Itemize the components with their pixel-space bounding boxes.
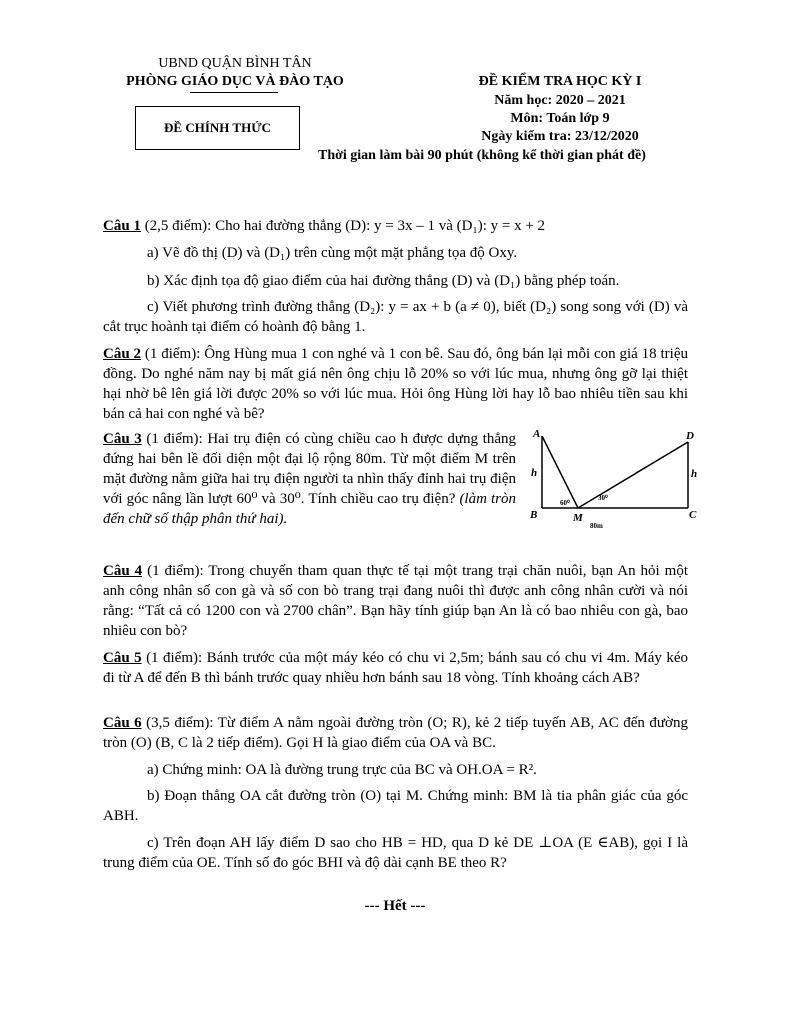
- q5: [103, 648, 688, 688]
- q6-c: c) Trên đoạn AH lấy điểm D sao cho HB = HD, qua D kẻ DE ⊥OA (E ∈AB), gọi I là trung điểm của OE. Tính số đo góc BHI và độ dài cạnh BE theo R?: [103, 835, 688, 871]
- sight-line-left: [542, 436, 578, 508]
- q3: [103, 429, 516, 529]
- q1-intro: [103, 216, 688, 236]
- q6-intro: [103, 713, 688, 753]
- q2-text: (1 điểm): Ông Hùng mua 1 con nghé và 1 con bê. Sau đó, ông bán lại mỗi con giá 18 triệu đồng. Do nghé năm nay bị mất giá nên ông chịu lỗ 20% so với lúc mua, nhưng ông gỡ lại thiệt hại nhờ bê lên giá lời được 20% so với lúc mua. Hỏi ông Hùng lời hay lỗ bao nhiêu tiền sau khi bán cả hai con nghé và bê?: [103, 346, 688, 422]
- q6-label: Câu 6: [103, 715, 142, 731]
- q1-c: c) Viết phương trình đường thẳng (D₂): y = ax + b (a ≠ 0), biết (D₂) song song với (D) và cắt trục hoành tại điểm có hoành độ bằng 1.: [103, 299, 688, 335]
- q1-a: a) Vẽ đồ thị (D) và (D₁) trên cùng một mặt phẳng tọa độ Oxy.: [147, 245, 518, 261]
- label-angle-60: 60⁰: [560, 499, 570, 507]
- label-h-right: h: [691, 468, 698, 480]
- q5-text: (1 điểm): Bánh trước của một máy kéo có chu vi 2,5m; bánh sau có chu vi 4m. Máy kéo đi từ A để đến B thì bánh trước quay nhiều hơn bánh sau 18 vòng. Tính khoảng cách AB?: [103, 650, 688, 686]
- q1-intro-text: (2,5 điểm): Cho hai đường thẳng (D): y = 3x – 1 và (D₁): y = x + 2: [140, 218, 546, 234]
- subject: Môn: Toán lớp 9: [510, 111, 610, 126]
- org-underline: [190, 92, 278, 93]
- q3-figure: [524, 426, 714, 532]
- q1-b: b) Xác định tọa độ giao điểm của hai đường thẳng (D) và (D₁) bằng phép toán.: [147, 273, 620, 289]
- duration: Thời gian làm bài 90 phút (không kể thời gian phát đề): [318, 148, 646, 163]
- q1-label: Câu 1: [103, 218, 141, 234]
- school-year: Năm học: 2020 – 2021: [494, 93, 626, 108]
- exam-date: Ngày kiểm tra: 23/12/2020: [481, 129, 639, 144]
- q6-b: b) Đoạn thẳng OA cắt đường tròn (O) tại M. Chứng minh: BM là tia phân giác của góc ABH.: [103, 788, 688, 824]
- official-box: ĐỀ CHÍNH THỨC: [135, 106, 300, 150]
- label-80m: 80m: [590, 522, 603, 530]
- label-M: M: [573, 512, 583, 524]
- q2: [103, 344, 688, 424]
- org-line2: PHÒNG GIÁO DỤC VÀ ĐÀO TẠO: [126, 74, 344, 89]
- q3-note: (làm tròn đến chữ số thập phân thứ hai).: [103, 491, 517, 527]
- exam-title: ĐỀ KIỂM TRA HỌC KỲ I: [478, 74, 642, 89]
- q5-label: Câu 5: [103, 650, 142, 666]
- q6-a: a) Chứng minh: OA là đường trung trực của BC và OH.OA = R².: [147, 762, 537, 778]
- q3-text: (1 điểm): Hai trụ điện có cùng chiều cao h được dựng thẳng đứng hai bên lề đối diện một đại lộ rộng 80m. Từ một điểm M trên mặt đường nằm giữa hai trụ điện người ta nhìn thấy đỉnh hai trụ điện với góc nâng lần lượt 60⁰ và 30⁰. Tính chiều cao trụ điện?: [103, 431, 516, 507]
- org-line1: UBND QUẬN BÌNH TÂN: [158, 56, 312, 71]
- q3-label: Câu 3: [103, 431, 142, 447]
- end-marker: --- Hết ---: [364, 898, 426, 914]
- q4-label: Câu 4: [103, 563, 143, 579]
- label-C: C: [689, 509, 697, 521]
- label-h-left: h: [531, 467, 538, 479]
- q4: [103, 561, 688, 641]
- label-angle-30: 30⁰: [598, 494, 608, 502]
- q6-intro-text: (3,5 điểm): Từ điểm A nằm ngoài đường tròn (O; R), kẻ 2 tiếp tuyến AB, AC đến đường tròn (O) (B, C là 2 tiếp điểm). Gọi H là giao điểm của OA và BC.: [103, 715, 688, 751]
- label-D: D: [686, 430, 694, 442]
- sight-line-right: [578, 442, 688, 508]
- q4-text: (1 điểm): Trong chuyến tham quan thực tế tại một trang trại chăn nuôi, bạn An hỏi một anh công nhân số con gà và số con bò trang trại đang nuôi thì được anh công nhân cười và nói rằng: “Tất cả có 1200 con và 2700 chân”. Bạn hãy tính giúp bạn An là có bao nhiêu con gà, bao nhiêu con bò?: [103, 563, 688, 639]
- label-A: A: [533, 428, 541, 440]
- label-B: B: [530, 509, 538, 521]
- q2-label: Câu 2: [103, 346, 142, 362]
